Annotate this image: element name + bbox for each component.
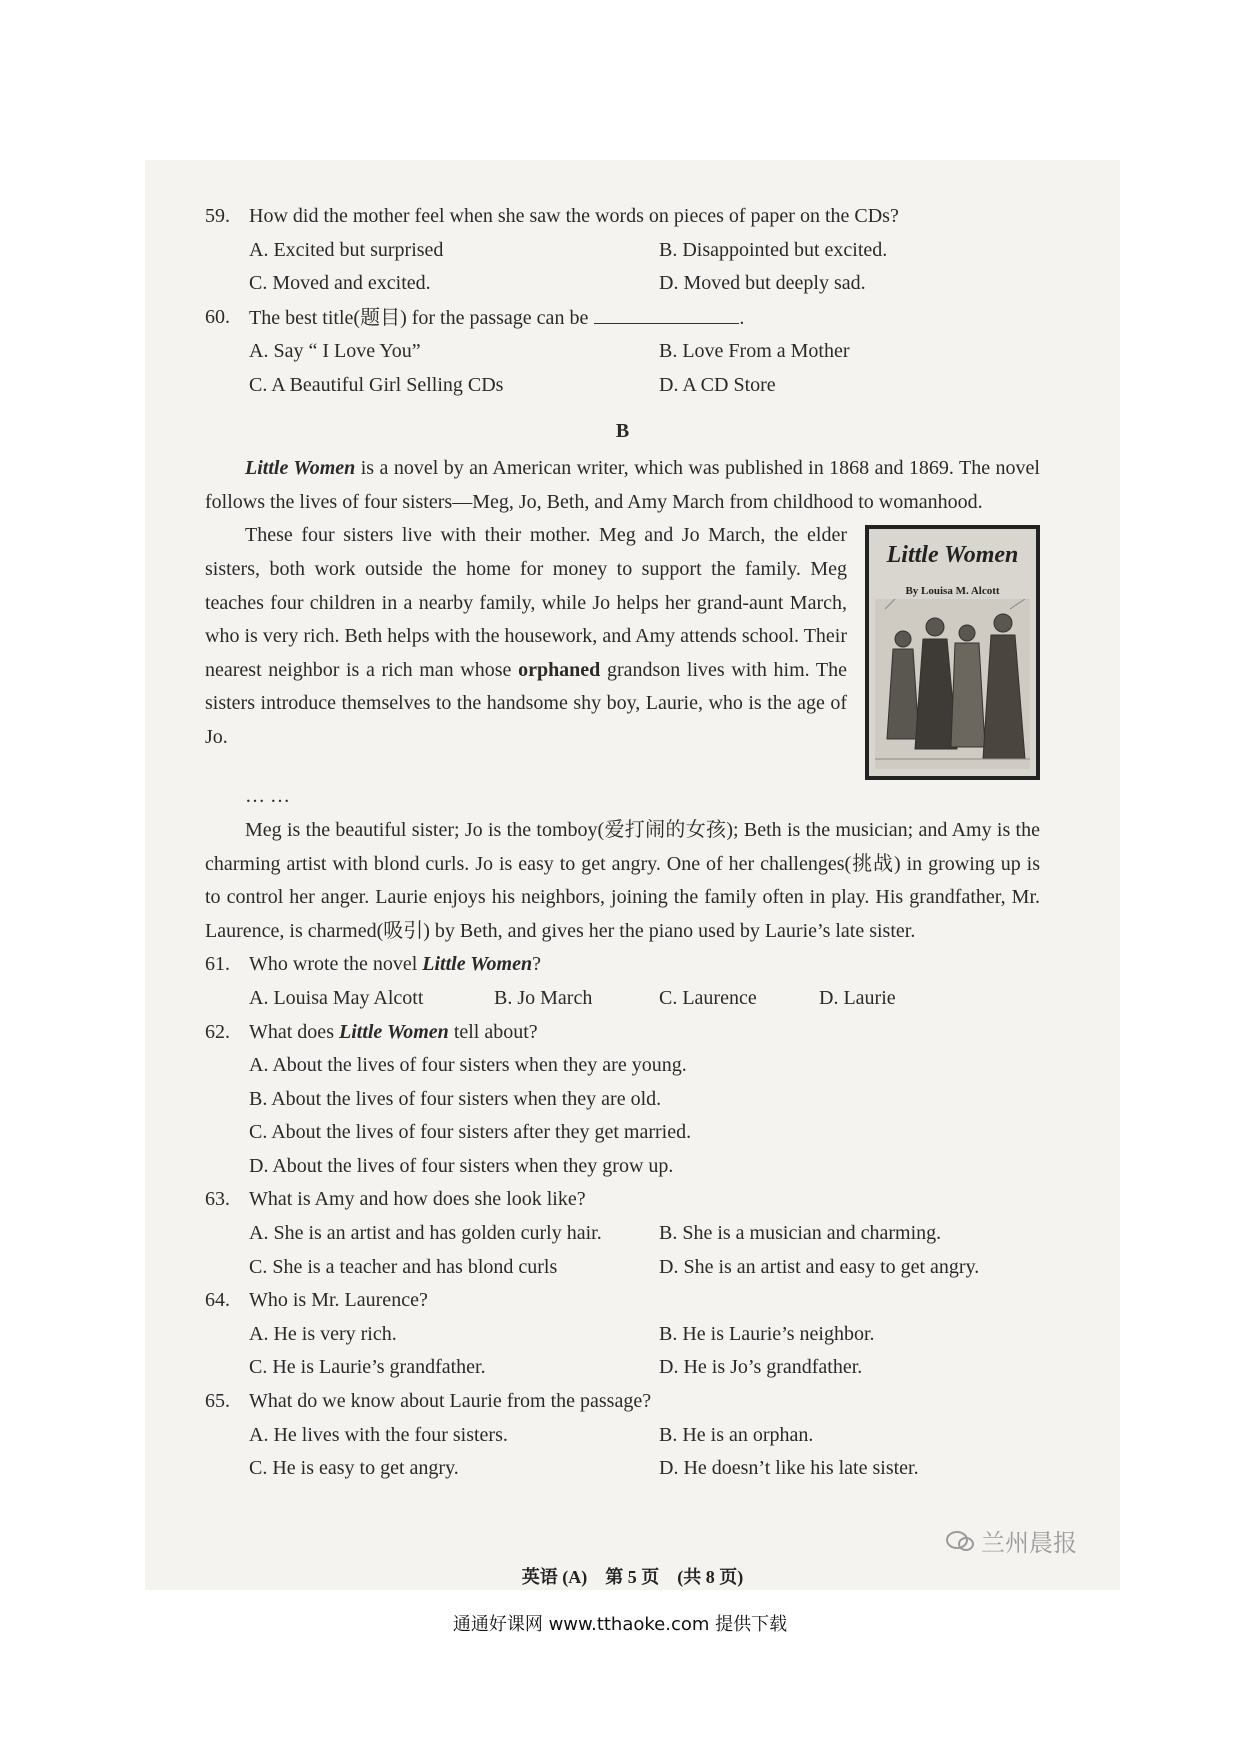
options-62: [249, 1049, 1040, 1183]
option-d: D. She is an artist and easy to get angry.: [659, 1255, 980, 1278]
option-a: A. She is an artist and has golden curly hair.: [249, 1222, 602, 1245]
option-b: B. About the lives of four sisters when they are old.: [249, 1087, 662, 1110]
option-c: C. A Beautiful Girl Selling CDs: [249, 373, 504, 396]
options-65: [249, 1419, 1040, 1486]
page-footer: 英语 (A) 第 5 页 (共 8 页): [521, 1567, 744, 1587]
question-59: [205, 200, 1040, 234]
option-b: B. Jo March: [494, 986, 593, 1009]
question-stem: What do we know about Laurie from the passage?: [249, 1390, 652, 1413]
option-c: C. Laurence: [659, 986, 757, 1009]
option-a: A. He lives with the four sisters.: [249, 1423, 508, 1446]
option-c: C. He is easy to get angry.: [249, 1457, 459, 1480]
passage-with-image: [205, 519, 1040, 780]
option-d: D. A CD Store: [659, 373, 776, 396]
option-a: A. Say “ I Love You”: [249, 340, 421, 363]
option-c: C. Moved and excited.: [249, 272, 431, 295]
question-64: [205, 1284, 1040, 1318]
paragraph-text: grandson lives with him. The sisters introduce themselves to the handsome shy boy, Laurie, who is the age of Jo.: [205, 658, 848, 748]
stem-text: tell about?: [448, 1020, 538, 1043]
options-61: [249, 982, 1040, 1016]
question-stem: Who is Mr. Laurence?: [249, 1289, 428, 1312]
four-sisters-illustration: [875, 599, 1030, 769]
question-stem: [249, 1016, 1040, 1050]
book-cover-title: Little Women: [886, 542, 1019, 569]
option-b: B. Disappointed but excited.: [659, 238, 888, 261]
option-a: A. Excited but surprised: [249, 238, 444, 261]
stem-text: Who wrote the novel: [249, 953, 423, 976]
options-63: [249, 1217, 1040, 1284]
option-d: D. Laurie: [819, 986, 896, 1009]
question-65: [205, 1385, 1040, 1419]
stem-text: ?: [532, 953, 541, 976]
novel-title: Little Women: [245, 457, 356, 480]
question-number: 61.: [205, 953, 230, 976]
section-heading: B: [615, 419, 630, 442]
book-cover-author: By Louisa M. Alcott: [905, 585, 1000, 598]
options-64: [249, 1318, 1040, 1385]
option-d: D. Moved but deeply sad.: [659, 272, 866, 295]
question-number: 59.: [205, 205, 230, 227]
passage-paragraph-1: [205, 452, 1040, 519]
paragraph-text: These four sisters live with their mother. Meg and Jo March, the elder sisters, both work outside the home for money to support the family. Meg teaches four children in a nearby family, while Jo helps her grand-aunt March, who is very rich. Beth helps with the housework, and Amy attends school. Their nearest neighbor is a rich man whose: [205, 524, 847, 681]
option-d: D. He doesn’t like his late sister.: [659, 1457, 919, 1480]
novel-title: Little Women: [422, 953, 533, 976]
question-number: 63.: [205, 1188, 230, 1211]
question-60: [205, 301, 1040, 336]
newspaper-watermark: [945, 1523, 1077, 1558]
question-61: [205, 948, 1040, 982]
question-number: 62.: [205, 1020, 230, 1043]
novel-title: Little Women: [338, 1020, 449, 1043]
stem-period: .: [739, 306, 745, 329]
option-c: C. He is Laurie’s grandfather.: [249, 1356, 486, 1379]
ellipsis: … …: [245, 785, 290, 808]
option-a: A. Louisa May Alcott: [249, 986, 424, 1009]
option-d: D. About the lives of four sisters when they grow up.: [249, 1154, 674, 1177]
chat-bubble-icon: [945, 1529, 975, 1553]
question-number: 60.: [205, 305, 230, 328]
question-number: 64.: [205, 1289, 230, 1312]
option-b: B. He is an orphan.: [659, 1423, 814, 1446]
paragraph-text: is a novel by an American writer, which was published in 1868 and 1869. The novel follows the lives of four sisters—Meg, Jo, Beth, and Amy March from childhood to womanhood.: [205, 457, 1040, 513]
option-b: B. He is Laurie’s neighbor.: [659, 1322, 875, 1345]
question-stem-text: The best title(题目) for the passage can be: [249, 306, 589, 329]
options-59: [249, 234, 1040, 301]
options-60: [249, 335, 1040, 402]
option-a: A. About the lives of four sisters when they are young.: [249, 1054, 687, 1077]
book-cover-image: [865, 525, 1040, 780]
passage-paragraph-2: [205, 519, 847, 754]
option-b: B. She is a musician and charming.: [659, 1222, 942, 1245]
question-stem: [249, 948, 1040, 982]
passage-paragraph-3: Meg is the beautiful sister; Jo is the tomboy(爱打闹的女孩); Beth is the musician; and Amy is the charming artist with blond curls. Jo is easy to get angry. One of her challenges(挑战) in growing up is to control her anger. Laurie enjoys his neighbors, joining the family often in play. His grandfather, Mr. Laurence, is charmed(吸引) by Beth, and gives her the piano used by Laurie’s late sister.: [205, 818, 1040, 942]
question-62: [205, 1016, 1040, 1050]
download-source: 通通好课网 www.tthaoke.com 提供下载: [452, 1614, 788, 1635]
question-number: 65.: [205, 1390, 230, 1413]
question-stem: [249, 301, 1040, 336]
exam-content: [205, 200, 1040, 1486]
option-a: A. He is very rich.: [249, 1322, 397, 1345]
option-c: C. About the lives of four sisters after they get married.: [249, 1121, 692, 1144]
bold-word: orphaned: [518, 658, 601, 681]
option-b: B. Love From a Mother: [659, 340, 850, 363]
stem-text: What does: [249, 1020, 339, 1043]
option-c: C. She is a teacher and has blond curls: [249, 1255, 558, 1278]
question-63: [205, 1183, 1040, 1217]
question-stem: How did the mother feel when she saw the words on pieces of paper on the CDs?: [249, 205, 899, 227]
watermark-text: 兰州晨报: [981, 1529, 1077, 1557]
option-d: D. He is Jo’s grandfather.: [659, 1356, 863, 1379]
question-stem: What is Amy and how does she look like?: [249, 1188, 586, 1211]
answer-blank: [594, 301, 739, 324]
